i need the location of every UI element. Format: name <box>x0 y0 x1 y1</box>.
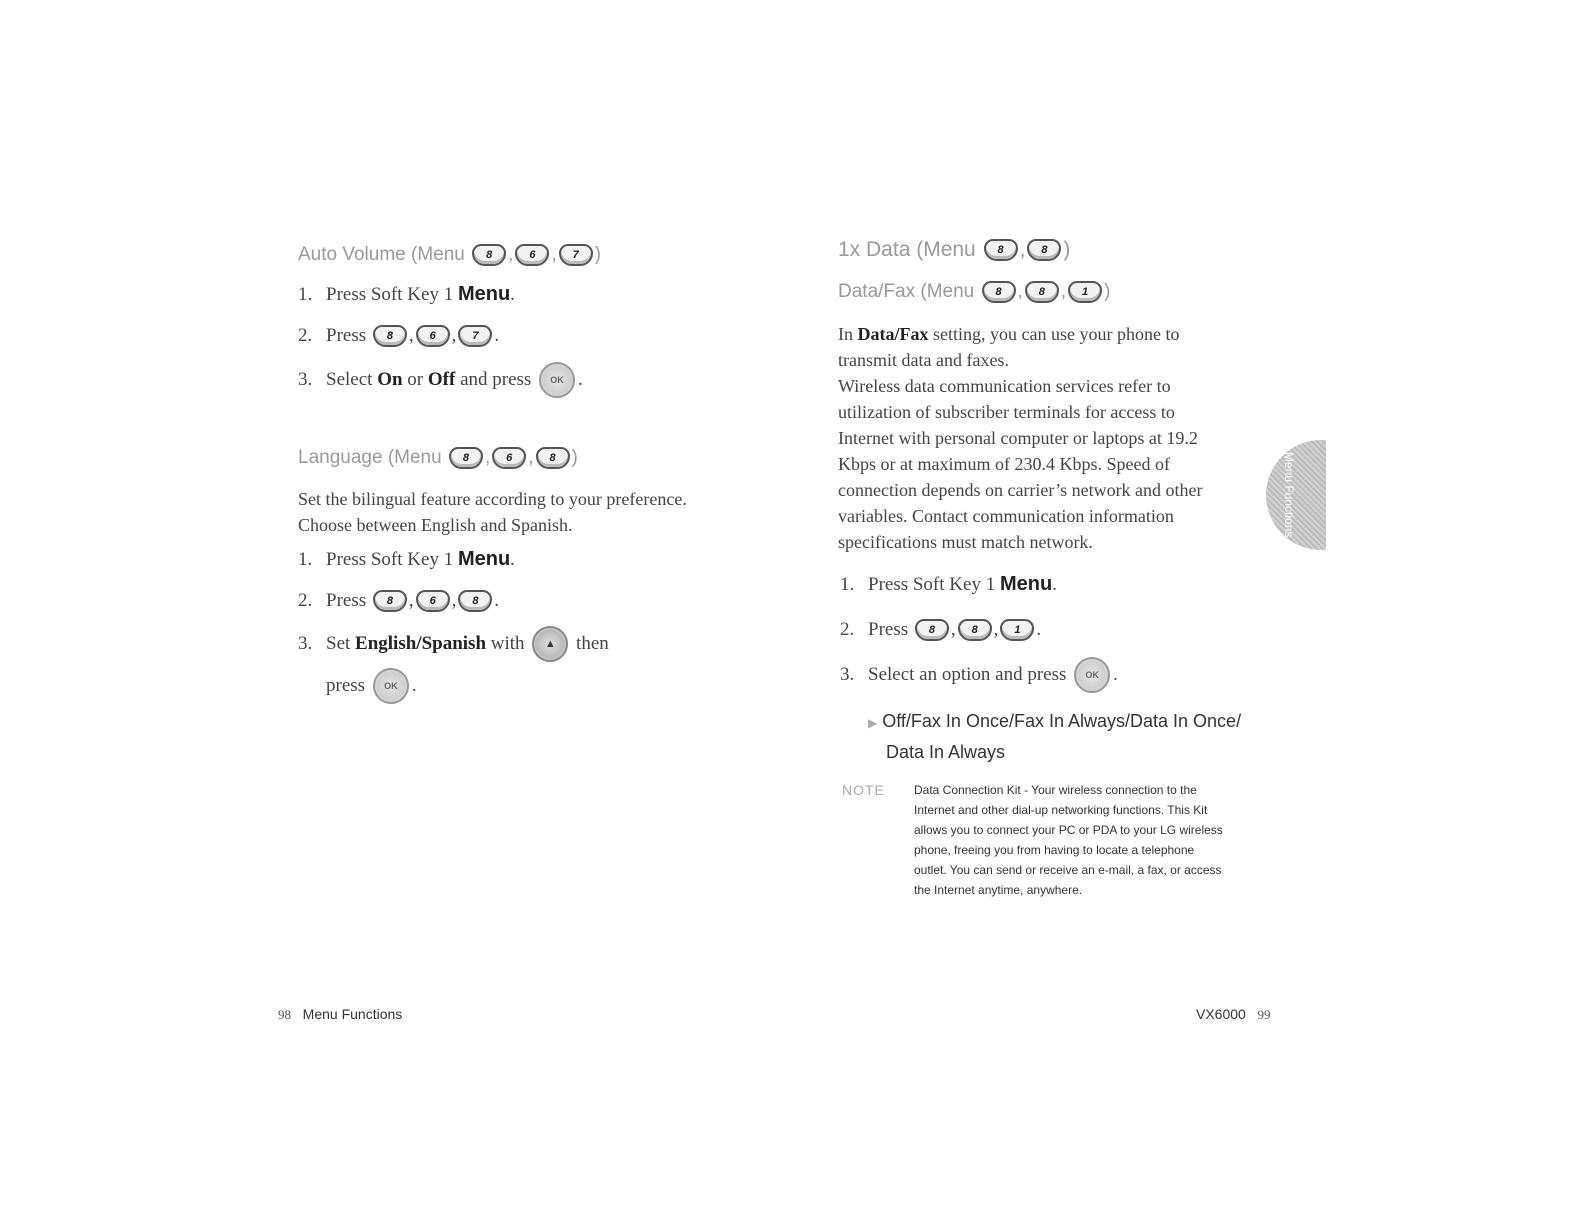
triangle-bullet-icon: ▶ <box>868 716 878 730</box>
heading-close-paren: ) <box>571 447 578 468</box>
step-text: press <box>326 675 366 696</box>
step-text: Select an option and press <box>868 664 1067 685</box>
desc-line: Set the bilingual feature according to your preference. <box>298 489 687 509</box>
lang-step-3-cont: press OK . <box>326 668 417 704</box>
step-number: 2. <box>298 325 313 346</box>
ok-key-icon: OK <box>1074 657 1110 693</box>
note-line: allows you to connect your PC or PDA to your LG wireless <box>914 823 1223 837</box>
body-line: utilization of subscriber terminals for access to <box>838 402 1175 422</box>
key-8-icon: 8 <box>958 619 992 641</box>
step-number: 2. <box>840 619 855 640</box>
language-description <box>298 486 687 538</box>
step-text: Set <box>326 633 351 654</box>
options-line-2: Data In Always <box>886 742 1006 762</box>
step-number: 2. <box>298 590 313 611</box>
av-step-3: 3. Select On or Off and press OK . <box>298 362 583 398</box>
df-step-1: 1. Press Soft Key 1 Menu . <box>840 573 1057 595</box>
language-heading: Language (Menu 8 , 6 , 8 ) <box>298 447 578 468</box>
data-fax-body <box>838 321 1258 555</box>
key-8-icon: 8 <box>1027 239 1061 261</box>
menu-label: Menu <box>457 548 511 570</box>
df-step-3: 3. Select an option and press OK . <box>840 657 1118 693</box>
note-body <box>914 780 1274 900</box>
key-7-icon: 7 <box>559 244 593 266</box>
key-6-icon: 6 <box>515 244 549 266</box>
key-8-icon: 8 <box>982 281 1016 303</box>
step-text: Press Soft Key 1 <box>868 573 996 595</box>
page-number: 98 <box>278 1007 291 1022</box>
note-line: outlet. You can send or receive an e-mail, a fax, or access <box>914 863 1222 877</box>
lang-step-3 <box>298 626 609 662</box>
step-text: Press Soft Key 1 <box>326 283 454 305</box>
options-text: Off/Fax In Once/Fax In Always/Data In Once/ <box>882 711 1242 731</box>
key-8-icon: 8 <box>536 447 570 469</box>
av-step-2: 2. Press 8 , 6 , 7 . <box>298 325 500 346</box>
option-english-spanish: English/Spanish <box>355 633 487 654</box>
left-footer <box>278 1006 402 1023</box>
heading-close-paren: ) <box>594 244 602 265</box>
step-text: Press <box>868 619 909 640</box>
note-line: Internet and other dial-up networking functions. This Kit <box>914 803 1208 817</box>
right-footer <box>1196 1006 1271 1023</box>
body-line: connection depends on carrier’s network and other <box>838 480 1203 500</box>
auto-volume-heading-text: Auto Volume (Menu <box>298 244 465 265</box>
section-tab-label: Menu Functions <box>1282 452 1296 538</box>
step-number: 3. <box>298 633 313 654</box>
step-number: 1. <box>298 548 313 570</box>
step-text: Press <box>326 325 367 346</box>
step-number: 1. <box>840 573 855 595</box>
body-line: Wireless data communication services refer to <box>838 376 1171 396</box>
key-8-icon: 8 <box>1025 281 1059 303</box>
av-step-1: 1. Press Soft Key 1 Menu . <box>298 283 515 305</box>
key-8-icon: 8 <box>449 447 483 469</box>
ok-key-icon: OK <box>373 668 409 704</box>
key-8-icon: 8 <box>373 590 407 612</box>
auto-volume-heading: Auto Volume (Menu 8 , 6 , 7 ) <box>298 244 602 265</box>
data-1x-heading-text: 1x Data (Menu <box>838 238 976 261</box>
body-bold: Data/Fax <box>857 324 929 344</box>
step-text: then <box>576 633 609 654</box>
body-text: In <box>838 324 853 344</box>
lang-step-1: 1. Press Soft Key 1 Menu . <box>298 548 515 570</box>
nav-key-icon: ▲ <box>532 626 568 662</box>
step-text: with <box>490 633 525 654</box>
step-number: 1. <box>298 283 313 305</box>
body-line: variables. Contact communication information <box>838 506 1174 526</box>
menu-label: Menu <box>999 573 1053 595</box>
key-8-icon: 8 <box>472 244 506 266</box>
key-6-icon: 6 <box>492 447 526 469</box>
option-off: Off <box>427 369 456 390</box>
step-text: or <box>407 369 424 390</box>
key-8-icon: 8 <box>373 325 407 347</box>
body-line <box>838 321 1258 347</box>
note-line: Data Connection Kit - Your wireless connection to the <box>914 783 1197 797</box>
menu-label: Menu <box>457 283 511 305</box>
key-6-icon: 6 <box>416 325 450 347</box>
desc-line: Choose between English and Spanish. <box>298 515 573 535</box>
note-label: NOTE <box>842 782 885 798</box>
df-step-2: 2. Press 8 , 8 , 1 . <box>840 619 1042 640</box>
step-text: Select <box>326 369 373 390</box>
body-line: Internet with personal computer or laptops at 19.2 <box>838 428 1198 448</box>
step-number: 3. <box>298 369 313 390</box>
data-1x-heading: 1x Data (Menu 8 , 8 ) <box>838 238 1071 261</box>
heading-close-paren: ) <box>1104 281 1111 302</box>
ok-key-icon: OK <box>539 362 575 398</box>
note-line: the Internet anytime, anywhere. <box>914 883 1083 897</box>
page-number: 99 <box>1257 1007 1271 1022</box>
body-line: specifications must match network. <box>838 532 1093 552</box>
data-fax-heading-text: Data/Fax (Menu <box>838 281 975 302</box>
body-line: transmit data and faxes. <box>838 350 1009 370</box>
body-line: Kbps or at maximum of 230.4 Kbps. Speed of <box>838 454 1170 474</box>
data-fax-heading: Data/Fax (Menu 8 , 8 , 1 ) <box>838 281 1111 302</box>
key-1-icon: 1 <box>1000 619 1034 641</box>
footer-title: VX6000 <box>1196 1006 1246 1022</box>
key-6-icon: 6 <box>416 590 450 612</box>
body-text: setting, you can use your phone to <box>933 324 1180 344</box>
heading-close-paren: ) <box>1063 238 1071 261</box>
options-list <box>868 707 1241 767</box>
options-line-1 <box>868 707 1241 738</box>
option-on: On <box>377 369 403 390</box>
key-1-icon: 1 <box>1068 281 1102 303</box>
key-7-icon: 7 <box>458 325 492 347</box>
footer-title: Menu Functions <box>302 1006 403 1022</box>
lang-step-2: 2. Press 8 , 6 , 8 . <box>298 590 500 611</box>
step-text: and press <box>460 369 532 390</box>
step-text: Press <box>326 590 367 611</box>
step-number: 3. <box>840 664 855 685</box>
key-8-icon: 8 <box>984 239 1018 261</box>
key-8-icon: 8 <box>458 590 492 612</box>
note-line: phone, freeing you from having to locate a telephone <box>914 843 1195 857</box>
key-8-icon: 8 <box>915 619 949 641</box>
section-tab <box>1266 440 1326 550</box>
language-heading-text: Language (Menu <box>298 447 442 468</box>
step-text: Press Soft Key 1 <box>326 548 454 570</box>
